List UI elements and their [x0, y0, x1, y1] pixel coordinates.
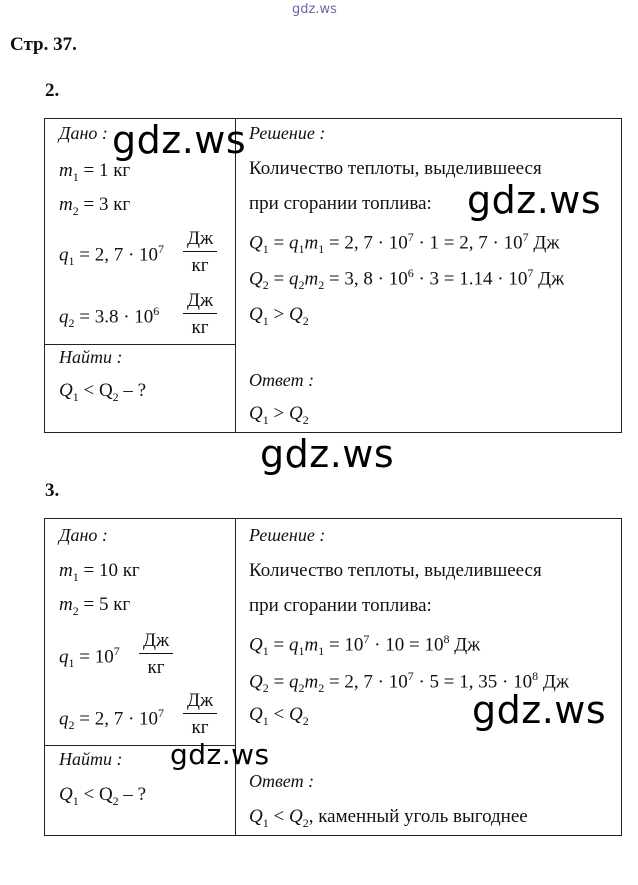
problem-3-table [44, 518, 622, 836]
watermark: gdz.ws [260, 432, 395, 476]
row-divider [45, 344, 235, 345]
find-question: $Q_1 < Q_2$ – ? [59, 784, 147, 808]
given-q2: $q_2 = 3.8 \cdot 10^6$ [59, 304, 160, 331]
watermark: gdz.ws [467, 178, 602, 222]
unit-fraction-q1: Дж кг [183, 229, 217, 275]
given-q1: $q_1 = 2$, $7 \cdot 10^7$ [59, 242, 165, 269]
problem-2-table [44, 118, 622, 433]
given-title: Дано : [59, 123, 108, 143]
comparison: $Q_1 > Q_2$ [249, 304, 309, 328]
problem-number-3: 3. [45, 480, 60, 501]
answer-title: Ответ : [249, 771, 315, 791]
find-question: $Q_1 < Q_2$ – ? [59, 380, 147, 404]
solution-text-line1: Количество теплоты, выделившееся [249, 560, 542, 581]
find-title: Найти : [59, 749, 123, 769]
watermark: gdz.ws [170, 738, 270, 771]
solution-text-line1: Количество теплоты, выделившееся [249, 158, 542, 179]
unit-fraction-q2: Дж кг [183, 291, 217, 337]
equation-q2: $Q_2 = q_2m_2 = 2$, $7 \cdot 10^7 \cdot 5 = 1$, $35 \cdot 10^8$ Дж [249, 669, 569, 696]
column-divider [235, 519, 236, 835]
equation-q2: $Q_2 = q_2m_2 = 3$, $8 \cdot 10^6 \cdot 3 = 1.14 \cdot 10^7$ Дж [249, 266, 565, 293]
given-m2: $m_2 = 5$ кг [59, 594, 131, 618]
equation-q1: $Q_1 = q_1m_1 = 10^7 \cdot 10 = 10^8$ Дж [249, 632, 481, 659]
given-m1: $m_1 = 10$ кг [59, 560, 140, 584]
answer-title: Ответ : [249, 370, 315, 390]
watermark-top: gdz.ws [292, 2, 337, 17]
watermark: gdz.ws [472, 688, 607, 732]
unit-fraction-q1: Дж кг [139, 631, 173, 677]
given-m2: $m_2 = 3$ кг [59, 194, 131, 218]
problem-number-2: 2. [45, 80, 60, 101]
equation-q1: $Q_1 = q_1m_1 = 2$, $7 \cdot 10^7 \cdot 1 = 2$, $7 \cdot 10^7$ Дж [249, 230, 560, 257]
solution-text-line2: при сгорании топлива: [249, 595, 432, 616]
unit-fraction-q2: Дж кг [183, 691, 217, 737]
solution-title: Решение : [249, 123, 326, 143]
column-divider [235, 119, 236, 432]
watermark: gdz.ws [112, 118, 247, 162]
given-q1: $q_1 = 10^7$ [59, 644, 120, 671]
page-title: Стр. 37. [10, 34, 77, 55]
solution-title: Решение : [249, 525, 326, 545]
given-q2: $q_2 = 2$, $7 \cdot 10^7$ [59, 706, 165, 733]
answer: $Q_1 > Q_2$ [249, 403, 309, 427]
solution-text-line2: при сгорании топлива: [249, 193, 432, 214]
answer: $Q_1 < Q_2$, каменный уголь выгоднее [249, 806, 528, 830]
given-title: Дано : [59, 525, 108, 545]
comparison: $Q_1 < Q_2$ [249, 704, 309, 728]
given-m1: $m_1 = 1$ кг [59, 160, 131, 184]
find-title: Найти : [59, 347, 123, 367]
